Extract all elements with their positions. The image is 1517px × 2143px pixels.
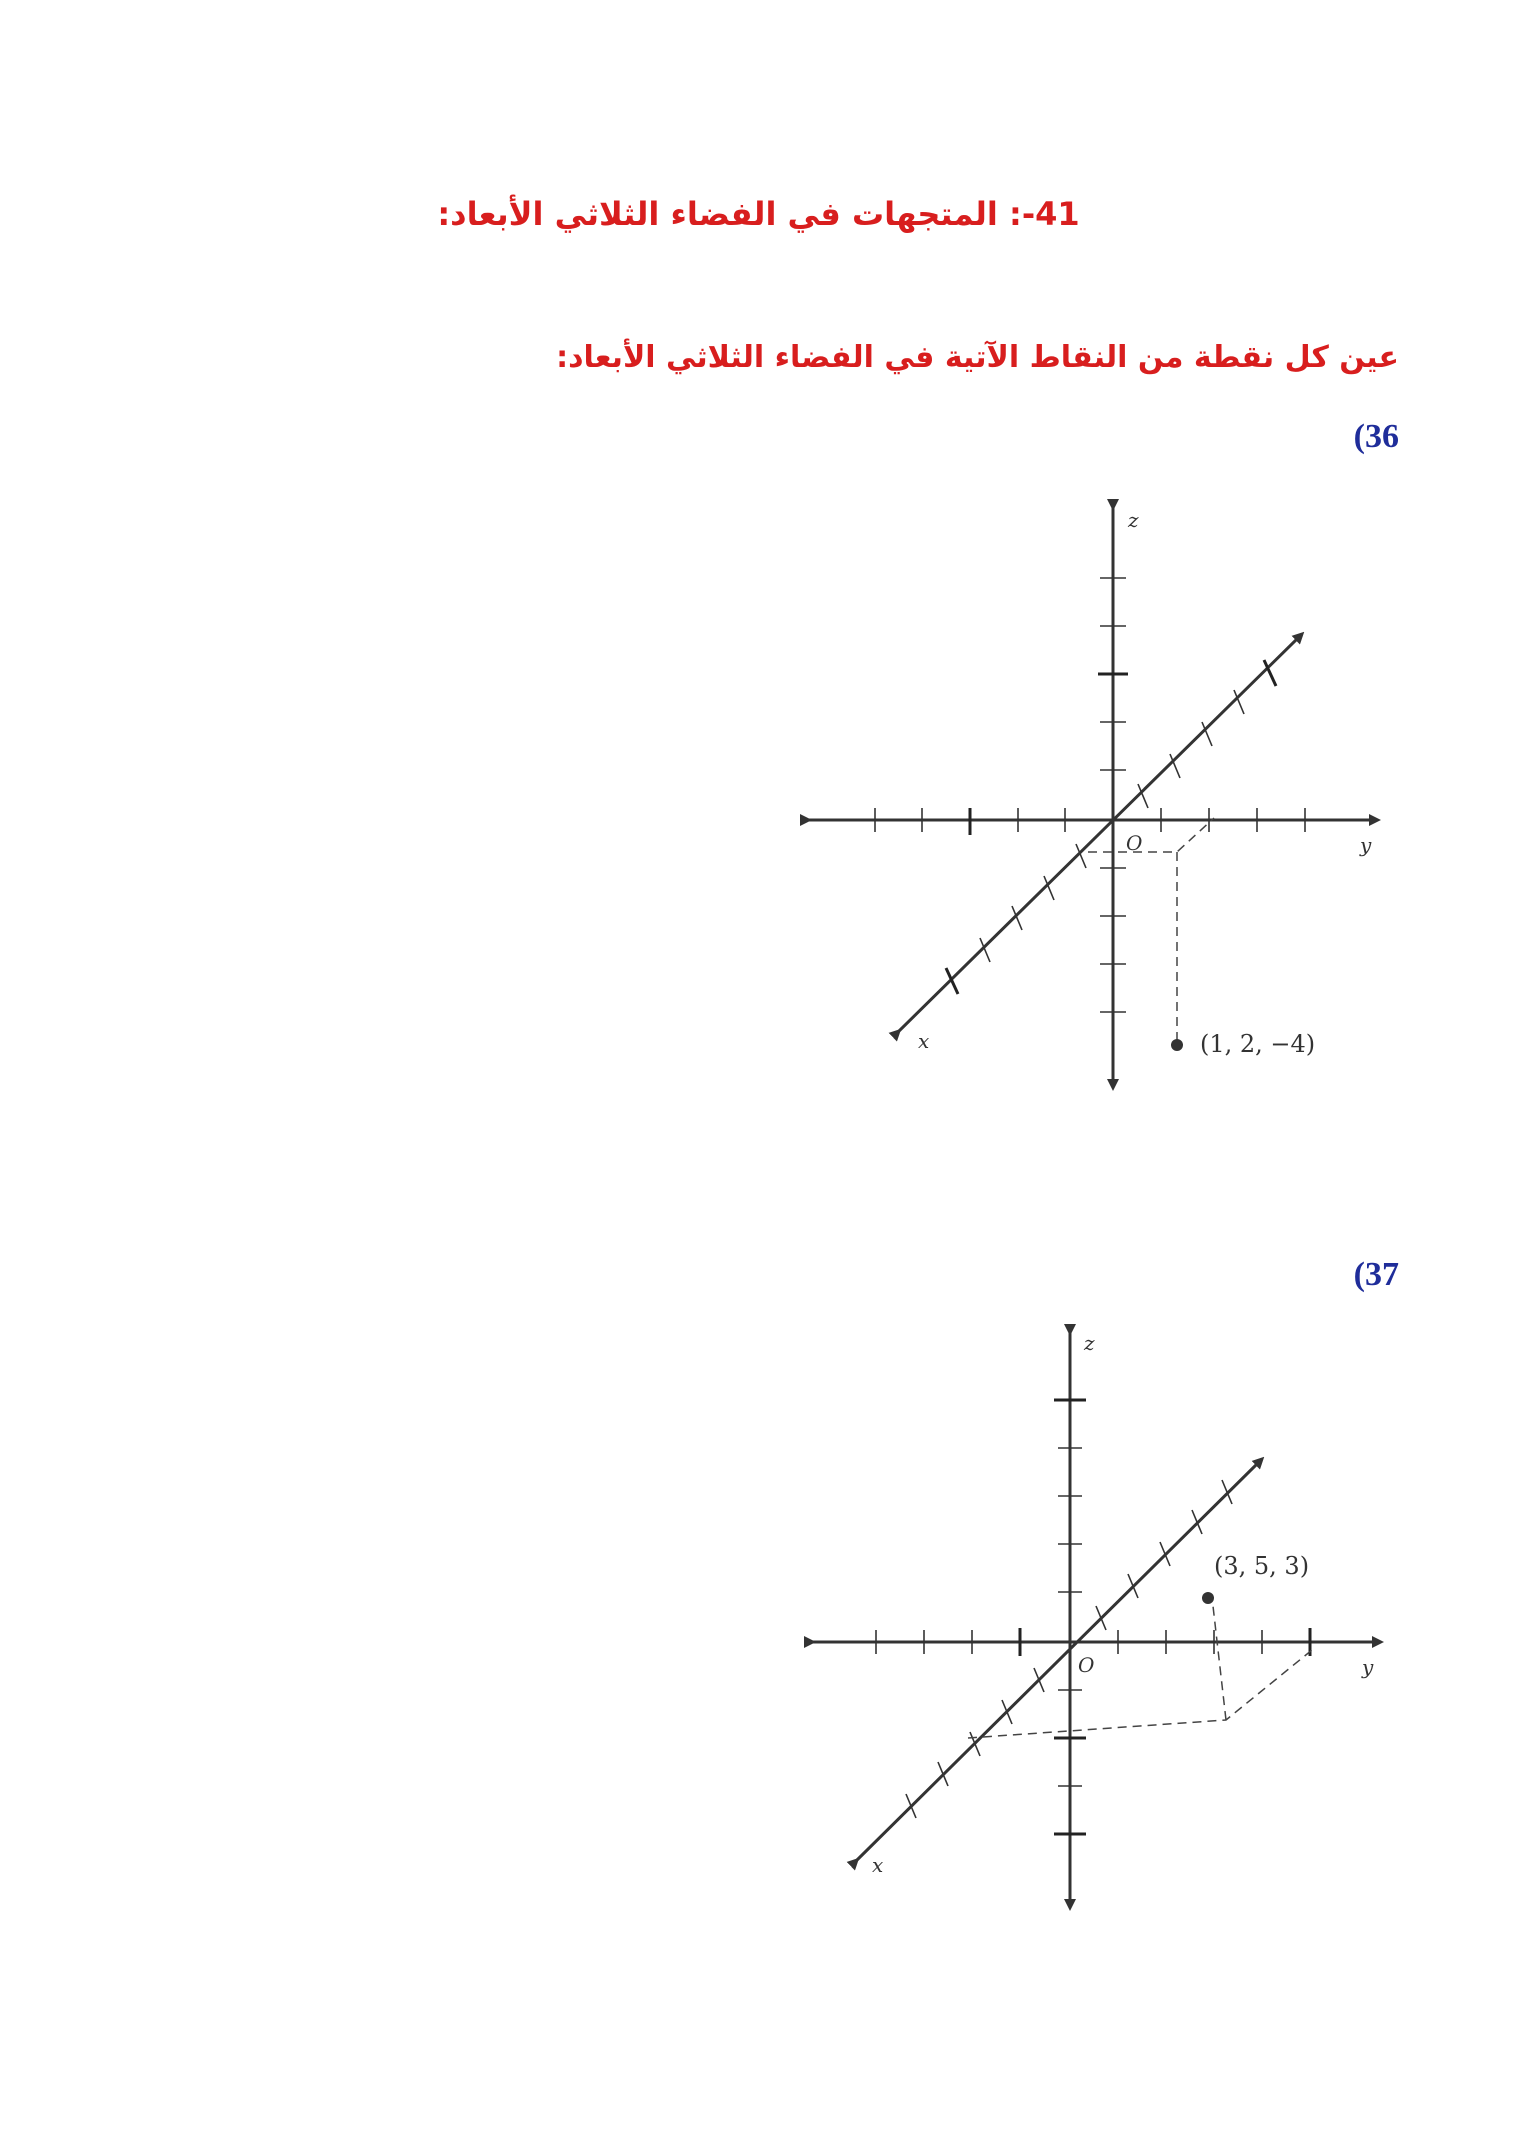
origin-label: O	[1126, 831, 1143, 855]
construction-lines	[968, 1606, 1312, 1738]
instruction-text: عين كل نقطة من النقاط الآتية في الفضاء الثلاثي الأبعاد:	[556, 340, 1399, 375]
point-label: (3, 5, 3)	[1214, 1552, 1310, 1580]
page-title: 41-: المتجهات في الفضاء الثلاثي الأبعاد:	[437, 195, 1080, 233]
x-axis-label: x	[918, 1029, 930, 1053]
problem-36-number: (36	[1353, 418, 1399, 455]
point-marker	[1202, 1592, 1214, 1604]
point-label: (1, 2, −4)	[1200, 1030, 1316, 1058]
x-axis	[855, 1461, 1260, 1862]
z-axis-label: z	[1128, 508, 1139, 532]
x-axis-label: x	[872, 1853, 884, 1877]
problem-37-number: (37	[1353, 1256, 1399, 1293]
y-axis-label: y	[1360, 833, 1372, 857]
origin-label: O	[1078, 1653, 1095, 1677]
z-axis-label: z	[1084, 1331, 1095, 1355]
y-axis-label: y	[1362, 1655, 1374, 1679]
